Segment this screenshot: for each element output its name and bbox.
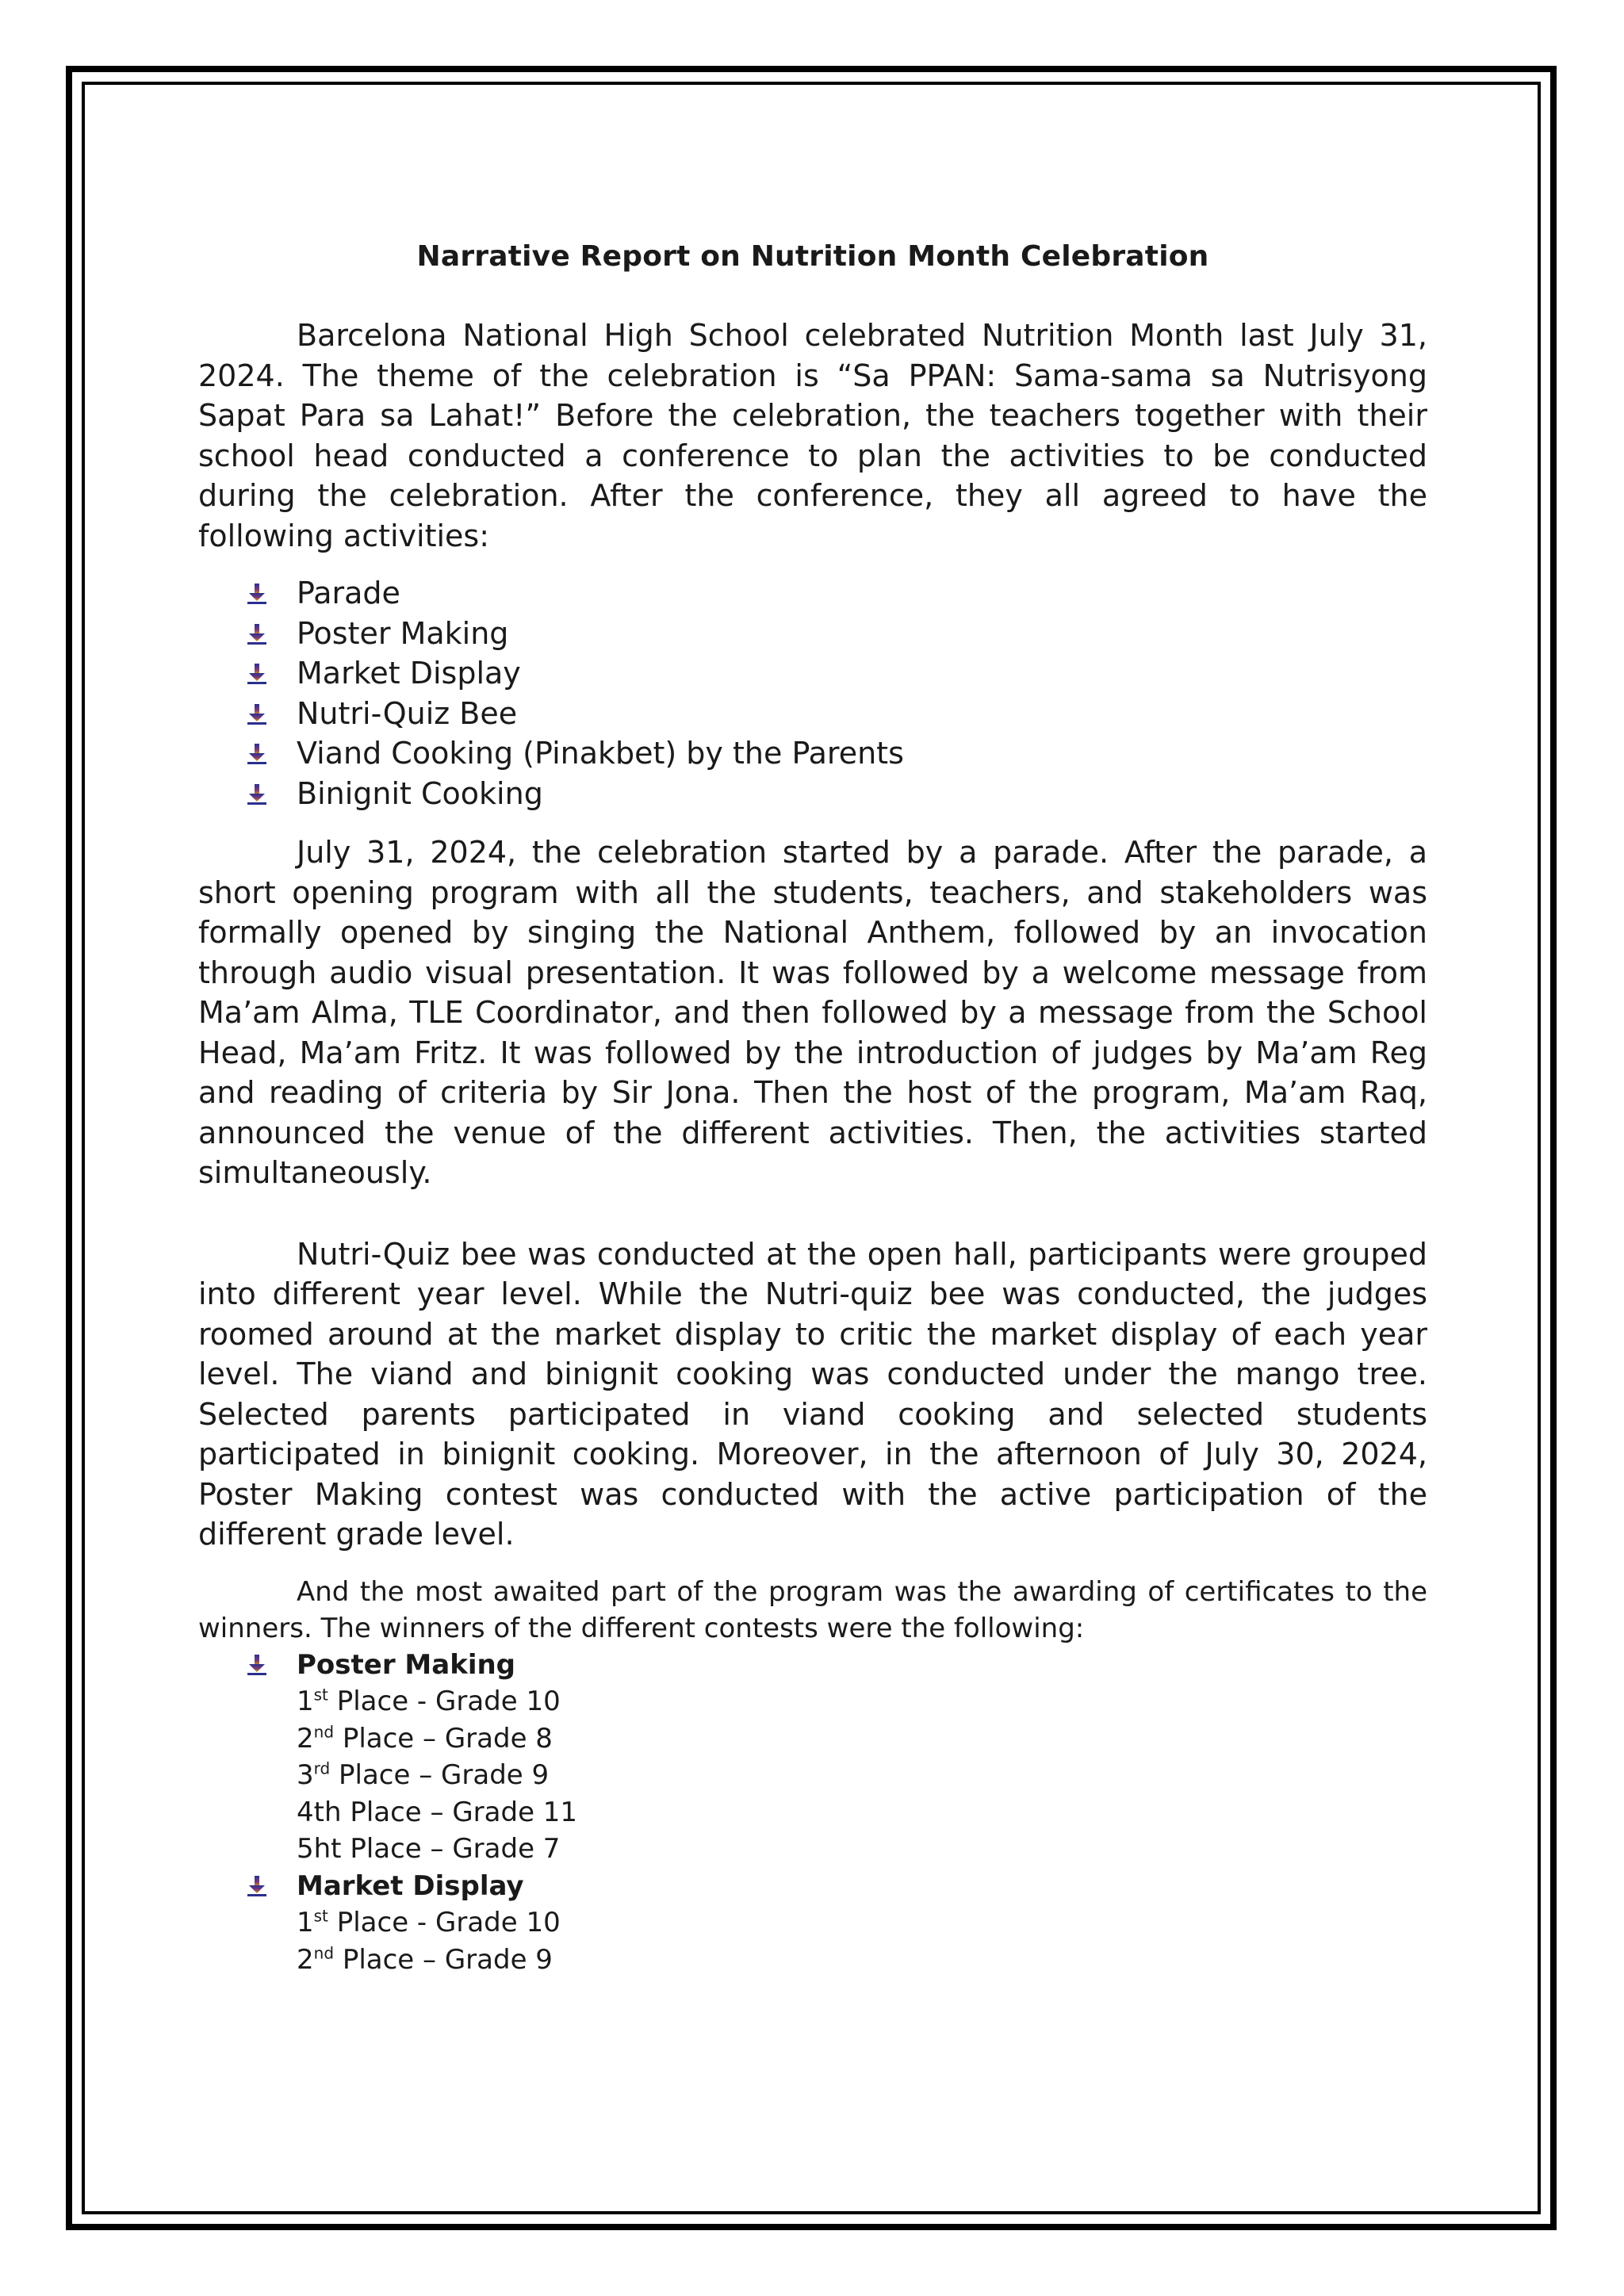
place-entry: 2nd Place – Grade 8 xyxy=(297,1722,553,1755)
activity-label: Binignit Cooking xyxy=(297,775,543,811)
list-item xyxy=(198,653,1427,694)
paragraph-awarding: And the most awaited part of the program was the awarding of certificates to the winners. The winners of the different contests were the following: xyxy=(198,1575,1427,1644)
place-entry: 1st Place - Grade 10 xyxy=(297,1685,561,1717)
place-entry: 3rd Place – Grade 9 xyxy=(297,1758,550,1791)
arrow-down-bullet-icon xyxy=(247,624,266,645)
list-item xyxy=(198,733,1427,774)
activity-label: Market Display xyxy=(297,656,521,691)
place-entry: 1st Place - Grade 10 xyxy=(297,1906,561,1938)
list-item xyxy=(198,774,1427,814)
arrow-down-bullet-icon xyxy=(247,744,266,764)
paragraph-program: July 31, 2024, the celebration started by a parade. After the parade, a short opening program with all the students, teachers, and stakeholders was formally opened by singing the National Anthem, followed by an invocation through audio visual presentation. It was followed by a welcome message from Ma’am Alma, TLE Coordinator, and then followed by a message from the School Head, Ma’am Fritz. It was followed by the introduction of judges by Ma’am Reg and reading of criteria by Sir Jona. Then the host of the program, Ma’am Raq, announced the venue of the different activities. Then, the activities started simultaneously. xyxy=(198,835,1427,1190)
arrow-down-bullet-icon xyxy=(247,1655,266,1675)
activity-label: Viand Cooking (Pinakbet) by the Parents xyxy=(297,736,904,771)
winners-category-poster xyxy=(198,1647,1427,1868)
activities-list xyxy=(198,573,1427,813)
paragraph-intro: Barcelona National High School celebrated Nutrition Month last July 31, 2024. The theme of the celebration is “Sa PPAN: Sama-sama sa Nutrisyong Sapat Para sa Lahat!” Before the celebration, the teachers together with their school head conducted a conference to plan the activities to be conducted during the celebration. After the conference, they all agreed to have the following activities: xyxy=(198,318,1427,553)
place-entry: 2nd Place – Grade 9 xyxy=(297,1943,553,1976)
list-item xyxy=(198,614,1427,654)
arrow-down-bullet-icon xyxy=(247,664,266,684)
arrow-down-bullet-icon xyxy=(247,584,266,604)
document-body xyxy=(198,238,1427,1978)
place-entry: 4th Place – Grade 11 xyxy=(297,1796,578,1828)
document-title: Narrative Report on Nutrition Month Celebration xyxy=(416,240,1209,273)
activity-label: Nutri-Quiz Bee xyxy=(297,695,518,731)
list-item xyxy=(198,573,1427,614)
arrow-down-bullet-icon xyxy=(247,704,266,725)
activity-label: Poster Making xyxy=(297,615,509,651)
winners-category-market xyxy=(198,1868,1427,1979)
arrow-down-bullet-icon xyxy=(247,784,266,805)
activity-label: Parade xyxy=(297,576,400,610)
winners-list xyxy=(198,1647,1427,1979)
category-label: Poster Making xyxy=(297,1648,516,1681)
arrow-down-bullet-icon xyxy=(247,1876,266,1896)
category-label: Market Display xyxy=(297,1869,524,1902)
list-item xyxy=(198,694,1427,734)
place-entry: 5ht Place – Grade 7 xyxy=(297,1833,561,1865)
paragraph-contests: Nutri-Quiz bee was conducted at the open hall, participants were grouped into different year level. While the Nutri-quiz bee was conducted, the judges roomed around at the market display to critic the market display of each year level. The viand and binignit cooking was conducted under the mango tree. Selected parents participated in viand cooking and selected students participated in binignit cooking. Moreover, in the afternoon of July 30, 2024, Poster Making contest was conducted with the active participation of the different grade level. xyxy=(198,1236,1427,1552)
